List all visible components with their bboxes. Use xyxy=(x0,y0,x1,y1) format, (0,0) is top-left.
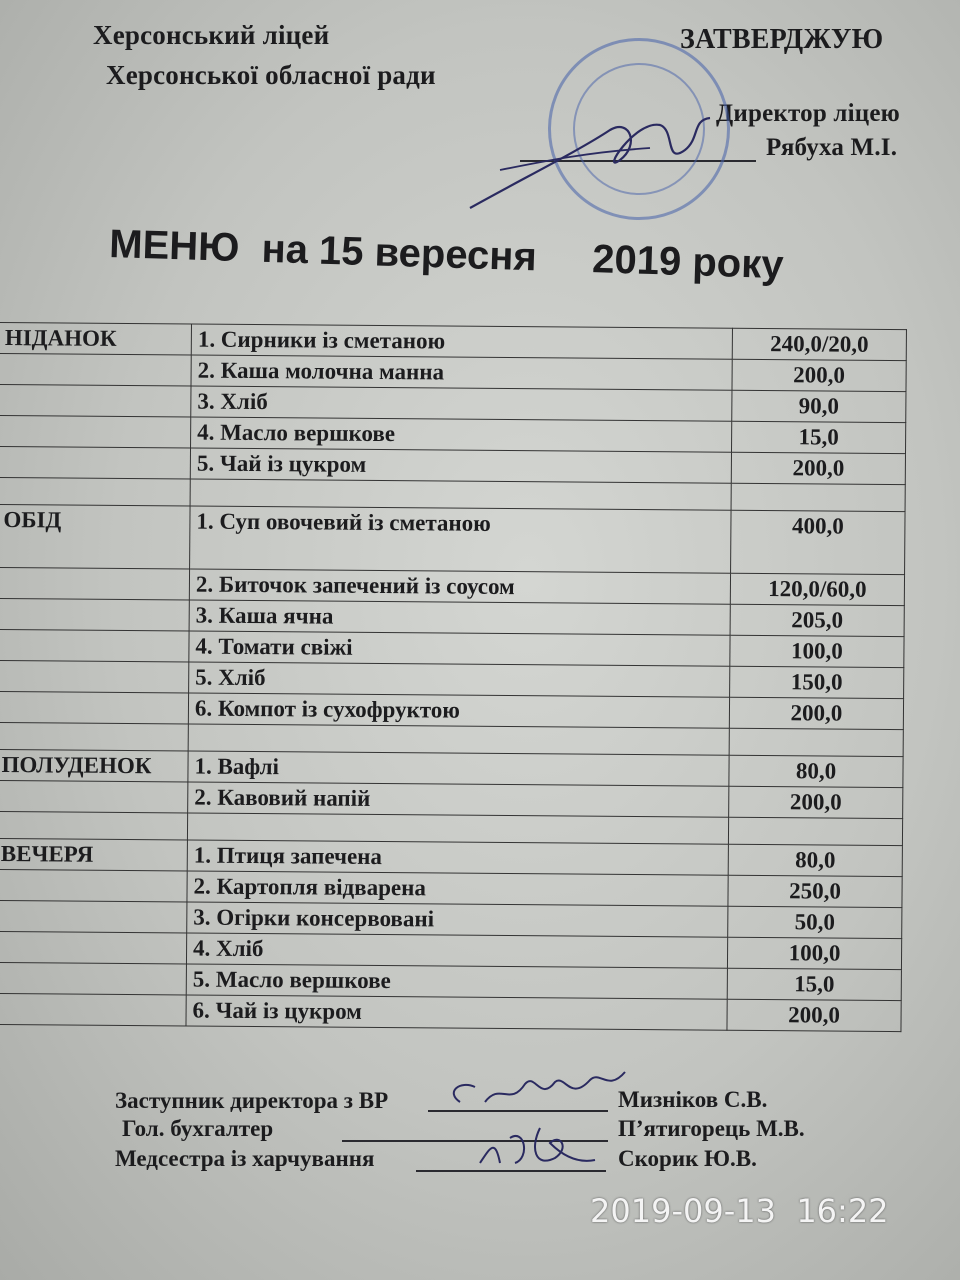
meal-cell xyxy=(0,993,186,1026)
accountant-name: П’ятигорець М.В. xyxy=(618,1116,805,1141)
organization-name: Херсонський ліцей xyxy=(93,20,330,50)
quantity-cell: 80,0 xyxy=(728,844,902,876)
quantity-cell: 80,0 xyxy=(729,755,903,787)
meal-cell xyxy=(0,629,189,662)
meal-cell xyxy=(0,416,191,449)
quantity-cell: 50,0 xyxy=(728,906,902,938)
quantity-cell: 205,0 xyxy=(730,604,904,636)
dish-cell: 6. Компот із сухофруктою xyxy=(188,693,729,728)
meal-cell xyxy=(0,900,187,933)
meal-cell: ОБІД xyxy=(0,504,190,569)
meal-cell xyxy=(0,447,191,480)
nurse-name: Скорик Ю.В. xyxy=(618,1146,757,1171)
menu-table xyxy=(0,322,907,1032)
approval-heading: ЗАТВЕРДЖУЮ xyxy=(680,24,884,55)
dish-cell: 4. Хліб xyxy=(186,933,727,968)
meal-cell: ПОЛУДЕНОК xyxy=(0,749,188,782)
dish-cell: 5. Масло вершкове xyxy=(186,964,727,999)
meal-cell xyxy=(0,354,191,387)
deputy-label: Заступник директора з ВР xyxy=(115,1088,389,1113)
deputy-name: Мизніков С.В. xyxy=(618,1087,768,1112)
director-signature xyxy=(460,90,720,220)
quantity-cell: 15,0 xyxy=(727,968,901,1000)
dish-cell xyxy=(188,724,729,755)
photo-timestamp: 2019-09-13 16:22 xyxy=(590,1192,889,1230)
dish-cell: 1. Суп овочевий із сметаною xyxy=(190,506,731,573)
meal-cell xyxy=(0,385,191,418)
quantity-cell: 200,0 xyxy=(732,359,906,391)
meal-cell xyxy=(0,660,189,693)
quantity-cell: 250,0 xyxy=(728,875,902,907)
quantity-cell: 240,0/20,0 xyxy=(732,328,906,360)
quantity-cell xyxy=(729,728,903,756)
dish-cell: 2. Каша молочна манна xyxy=(191,355,732,390)
quantity-cell: 100,0 xyxy=(727,937,901,969)
dish-cell: 4. Томати свіжі xyxy=(189,631,730,666)
deputy-signature xyxy=(440,1062,640,1122)
dish-cell: 6. Чай із цукром xyxy=(186,995,727,1030)
director-name: Рябуха М.І. xyxy=(766,134,898,161)
meal-cell xyxy=(0,477,190,506)
accountant-label: Гол. бухгалтер xyxy=(122,1116,274,1141)
meal-cell xyxy=(0,869,187,902)
meal-cell xyxy=(0,691,189,724)
quantity-cell xyxy=(731,483,905,511)
menu-row xyxy=(0,504,905,574)
meal-cell xyxy=(0,567,190,600)
quantity-cell: 150,0 xyxy=(730,666,904,698)
dish-cell xyxy=(187,813,728,844)
dish-cell: 4. Масло вершкове xyxy=(191,417,732,452)
quantity-cell xyxy=(728,817,902,845)
dish-cell: 5. Чай із цукром xyxy=(190,448,731,483)
nurse-signature xyxy=(470,1118,600,1178)
meal-cell xyxy=(0,598,189,631)
director-position: Директор ліцею xyxy=(716,100,900,127)
quantity-cell: 200,0 xyxy=(727,999,901,1031)
meal-cell xyxy=(0,811,188,840)
meal-cell xyxy=(0,931,187,964)
quantity-cell: 90,0 xyxy=(732,390,906,422)
quantity-cell: 200,0 xyxy=(729,786,903,818)
dish-cell: 3. Огірки консервовані xyxy=(187,902,728,937)
dish-cell: 1. Вафлі xyxy=(188,751,729,786)
quantity-cell: 400,0 xyxy=(731,510,905,574)
meal-cell xyxy=(0,722,188,751)
meal-cell: ВЕЧЕРЯ xyxy=(0,838,187,871)
menu-row xyxy=(0,993,901,1031)
dish-cell: 2. Картопля відварена xyxy=(187,871,728,906)
meal-cell xyxy=(0,780,188,813)
dish-cell: 2. Кавовий напій xyxy=(188,782,729,817)
quantity-cell: 200,0 xyxy=(729,697,903,729)
meal-cell xyxy=(0,962,186,995)
menu-title: МЕНЮ на 15 вересня 2019 року xyxy=(108,222,785,288)
dish-cell: 5. Хліб xyxy=(189,662,730,697)
dish-cell: 3. Каша ячна xyxy=(189,600,730,635)
organization-council: Херсонської обласної ради xyxy=(106,60,436,90)
quantity-cell: 200,0 xyxy=(731,452,905,484)
dish-cell: 1. Птиця запечена xyxy=(187,840,728,875)
dish-cell xyxy=(190,479,731,510)
meal-cell: НІДАНОК xyxy=(0,323,191,356)
nurse-label: Медсестра із харчування xyxy=(115,1146,375,1171)
dish-cell: 2. Биточок запечений із соусом xyxy=(189,569,730,604)
quantity-cell: 100,0 xyxy=(730,635,904,667)
dish-cell: 1. Сирники із сметаною xyxy=(191,324,732,359)
quantity-cell: 15,0 xyxy=(731,421,905,453)
dish-cell: 3. Хліб xyxy=(191,386,732,421)
quantity-cell: 120,0/60,0 xyxy=(730,573,904,605)
